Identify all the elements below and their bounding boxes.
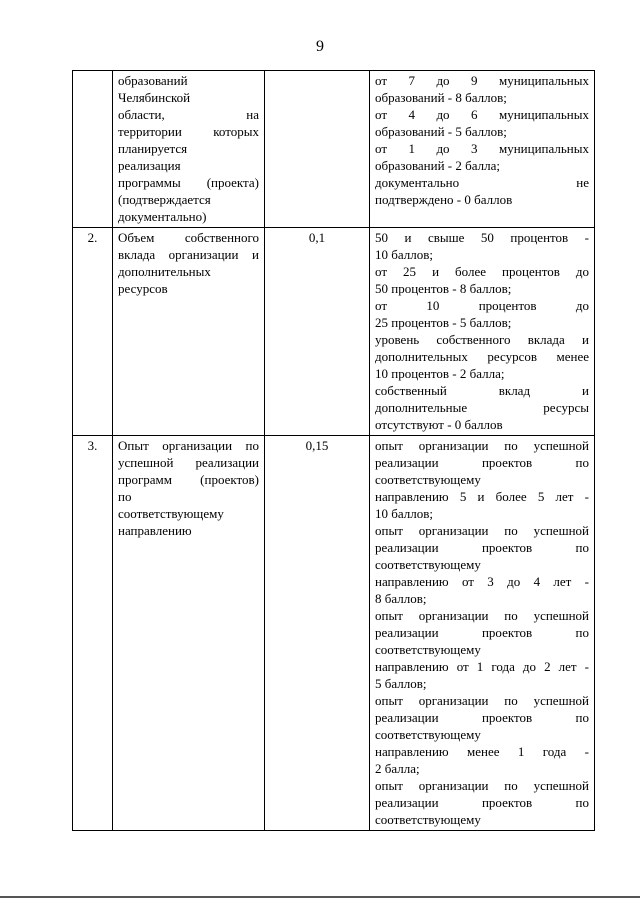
bottom-rule: [0, 896, 640, 898]
score-line: 5 баллов;: [375, 676, 427, 691]
criterion-name-line: направлению: [118, 523, 192, 538]
score-line: 50 и свыше 50 процентов -: [375, 230, 589, 245]
score-line: соответствующему: [375, 642, 481, 657]
score-line: соответствующему: [375, 727, 481, 742]
weight-coefficient: 0,1: [265, 228, 370, 436]
criterion-name: [113, 436, 265, 831]
criterion-name-line: образований: [118, 73, 188, 88]
score-line: дополнительные ресурсы: [375, 400, 589, 415]
score-line: 10 процентов - 2 балла;: [375, 366, 505, 381]
score-line: документально не: [375, 175, 589, 190]
score-line: реализации проектов по: [375, 625, 589, 640]
score-line: от 10 процентов до: [375, 298, 589, 313]
score-line: опыт организации по успешной: [375, 693, 589, 708]
score-line: 8 баллов;: [375, 591, 427, 606]
criterion-name-line: ресурсов: [118, 281, 168, 296]
criterion-name-line: успешной реализации: [118, 455, 259, 470]
score-line: соответствующему: [375, 812, 481, 827]
criterion-name: [113, 228, 265, 436]
weight-coefficient: 0,15: [265, 436, 370, 831]
row-number: 3.: [73, 436, 113, 831]
criterion-name-line: дополнительных: [118, 264, 211, 279]
criterion-name-line: Объем собственного: [118, 230, 259, 245]
table-row: [73, 71, 595, 228]
score-line: реализации проектов по: [375, 795, 589, 810]
criterion-name-line: Опыт организации по: [118, 438, 259, 453]
score-line: собственный вклад и: [375, 383, 589, 398]
criterion-name: [113, 71, 265, 228]
score-line: 25 процентов - 5 баллов;: [375, 315, 512, 330]
score-line: реализации проектов по: [375, 710, 589, 725]
score-line: 10 баллов;: [375, 506, 433, 521]
score-line: от 4 до 6 муниципальных: [375, 107, 589, 122]
score-line: опыт организации по успешной: [375, 608, 589, 623]
score-line: отсутствуют - 0 баллов: [375, 417, 503, 432]
criteria-table: [72, 70, 595, 831]
row-number: 2.: [73, 228, 113, 436]
score-line: соответствующему: [375, 557, 481, 572]
criterion-name-line: области, на: [118, 107, 259, 122]
criterion-name-line: по: [118, 489, 132, 504]
score-line: опыт организации по успешной: [375, 778, 589, 793]
criterion-name-line: документально): [118, 209, 207, 224]
criterion-name-line: реализация: [118, 158, 181, 173]
score-line: реализации проектов по: [375, 455, 589, 470]
score-line: образований - 5 баллов;: [375, 124, 507, 139]
page-number: 9: [316, 38, 324, 55]
score-line: образований - 8 баллов;: [375, 90, 507, 105]
score-line: направлению 5 и более 5 лет -: [375, 489, 589, 504]
score-line: направлению от 1 года до 2 лет -: [375, 659, 589, 674]
score-line: опыт организации по успешной: [375, 438, 589, 453]
score-line: 10 баллов;: [375, 247, 433, 262]
criterion-name-line: Челябинской: [118, 90, 191, 105]
score-line: от 25 и более процентов до: [375, 264, 589, 279]
row-number: [73, 71, 113, 228]
score-description: [370, 436, 595, 831]
score-line: направлению менее 1 года -: [375, 744, 589, 759]
criterion-name-line: планируется: [118, 141, 188, 156]
score-description: [370, 71, 595, 228]
criterion-name-line: соответствующему: [118, 506, 224, 521]
score-line: опыт организации по успешной: [375, 523, 589, 538]
criterion-name-line: территории которых: [118, 124, 259, 139]
score-description: [370, 228, 595, 436]
score-line: направлению от 3 до 4 лет -: [375, 574, 589, 589]
score-line: уровень собственного вклада и: [375, 332, 589, 347]
weight-coefficient: [265, 71, 370, 228]
table-row: [73, 228, 595, 436]
score-line: от 1 до 3 муниципальных: [375, 141, 589, 156]
table-row: [73, 436, 595, 831]
score-line: 2 балла;: [375, 761, 420, 776]
score-line: подтверждено - 0 баллов: [375, 192, 513, 207]
score-line: образований - 2 балла;: [375, 158, 500, 173]
criterion-name-line: вклада организации и: [118, 247, 259, 262]
criterion-name-line: программы (проекта): [118, 175, 259, 190]
criterion-name-line: (подтверждается: [118, 192, 211, 207]
criterion-name-line: программ (проектов): [118, 472, 259, 487]
score-line: от 7 до 9 муниципальных: [375, 73, 589, 88]
score-line: реализации проектов по: [375, 540, 589, 555]
score-line: дополнительных ресурсов менее: [375, 349, 589, 364]
score-line: соответствующему: [375, 472, 481, 487]
score-line: 50 процентов - 8 баллов;: [375, 281, 512, 296]
